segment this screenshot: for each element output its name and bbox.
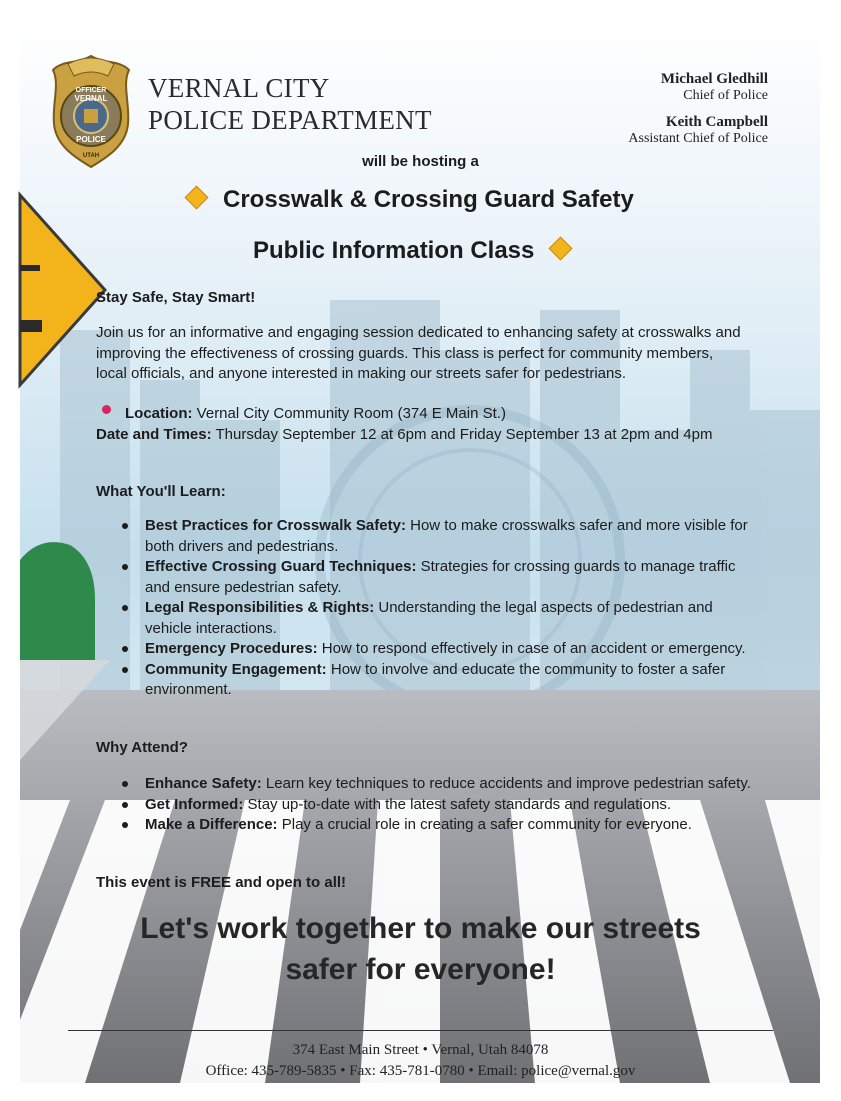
svg-text:VERNAL: VERNAL	[74, 94, 108, 103]
title-line-2-text: Public Information Class	[253, 237, 535, 264]
department-line-2: POLICE DEPARTMENT	[148, 105, 432, 135]
assistant-chief-block	[628, 114, 768, 147]
event-details	[96, 403, 712, 445]
event-title-line-1	[188, 186, 634, 214]
list-item: Get Informed: Stay up-to-date with the latest safety standards and regulations.	[96, 795, 756, 816]
assistant-chief-title: Assistant Chief of Police	[628, 131, 768, 146]
dates-label: Date and Times:	[96, 426, 212, 443]
list-item: Enhance Safety: Learn key techniques to reduce accidents and improve pedestrian safety.	[96, 774, 756, 795]
department-line-1: VERNAL CITY	[148, 73, 330, 103]
location-value: Vernal City Community Room (374 E Main St.)	[196, 405, 506, 422]
footer-contact: Office: 435-789-5835 • Fax: 435-781-0780 • Email: police@vernal.gov	[205, 1063, 636, 1079]
location-row	[96, 403, 712, 424]
list-item: Best Practices for Crosswalk Safety: How to make crosswalks safer and more visible for both drivers and pedestrians.	[96, 516, 756, 557]
chief-name: Michael Gledhill	[660, 71, 768, 87]
attend-heading: Why Attend?	[96, 739, 188, 756]
assistant-chief-name: Keith Campbell	[665, 114, 768, 130]
closing-line-1: Let's work together to make our streets	[140, 912, 701, 945]
dates-value: Thursday September 12 at 6pm and Friday September 13 at 2pm and 4pm	[215, 426, 713, 443]
dates-row	[96, 424, 712, 445]
police-badge-logo	[48, 54, 134, 169]
title-line-1-text: Crosswalk & Crossing Guard Safety	[223, 186, 634, 213]
svg-text:OFFICER: OFFICER	[75, 87, 107, 94]
list-item: Legal Responsibilities & Rights: Understanding the legal aspects of pedestrian and vehicle interactions.	[96, 598, 756, 639]
list-item: Effective Crossing Guard Techniques: Strategies for crossing guards to manage traffic and ensure pedestrian safety.	[96, 557, 756, 598]
attend-list	[96, 774, 756, 836]
svg-text:UTAH: UTAH	[82, 153, 100, 159]
bush	[20, 542, 95, 660]
pedestrian-sign-icon	[184, 186, 208, 210]
chief-title: Chief of Police	[683, 88, 768, 103]
chief-block	[661, 71, 768, 104]
location-label: Location:	[125, 405, 193, 422]
location-pin-icon	[102, 405, 111, 414]
learn-list	[96, 516, 756, 701]
footer	[0, 1040, 841, 1082]
list-item: Emergency Procedures: How to respond effectively in case of an accident or emergency.	[96, 639, 756, 660]
footer-address: 374 East Main Street • Vernal, Utah 84078	[292, 1042, 549, 1058]
department-name	[148, 72, 432, 136]
event-title-line-2	[253, 237, 569, 265]
tagline: Stay Safe, Stay Smart!	[96, 289, 256, 306]
list-item: Make a Difference: Play a crucial role in creating a safer community for everyone.	[96, 815, 756, 836]
learn-heading: What You'll Learn:	[96, 483, 226, 500]
list-item: Community Engagement: How to involve and educate the community to foster a safer environment.	[96, 660, 756, 701]
closing-line-2: safer for everyone!	[285, 953, 556, 986]
footer-divider	[68, 1030, 773, 1031]
closing-message	[0, 908, 841, 990]
description: Join us for an informative and engaging session dedicated to enhancing safety at crosswalks and improving the effectiveness of crossing guards. This class is perfect for community members, local officials, and anyone interested in making our streets safer for pedestrians.	[96, 324, 741, 382]
hosting-line: will be hosting a	[362, 153, 479, 170]
free-event-note: This event is FREE and open to all!	[96, 874, 347, 891]
svg-text:POLICE: POLICE	[76, 135, 106, 144]
pedestrian-sign-icon	[549, 237, 573, 261]
